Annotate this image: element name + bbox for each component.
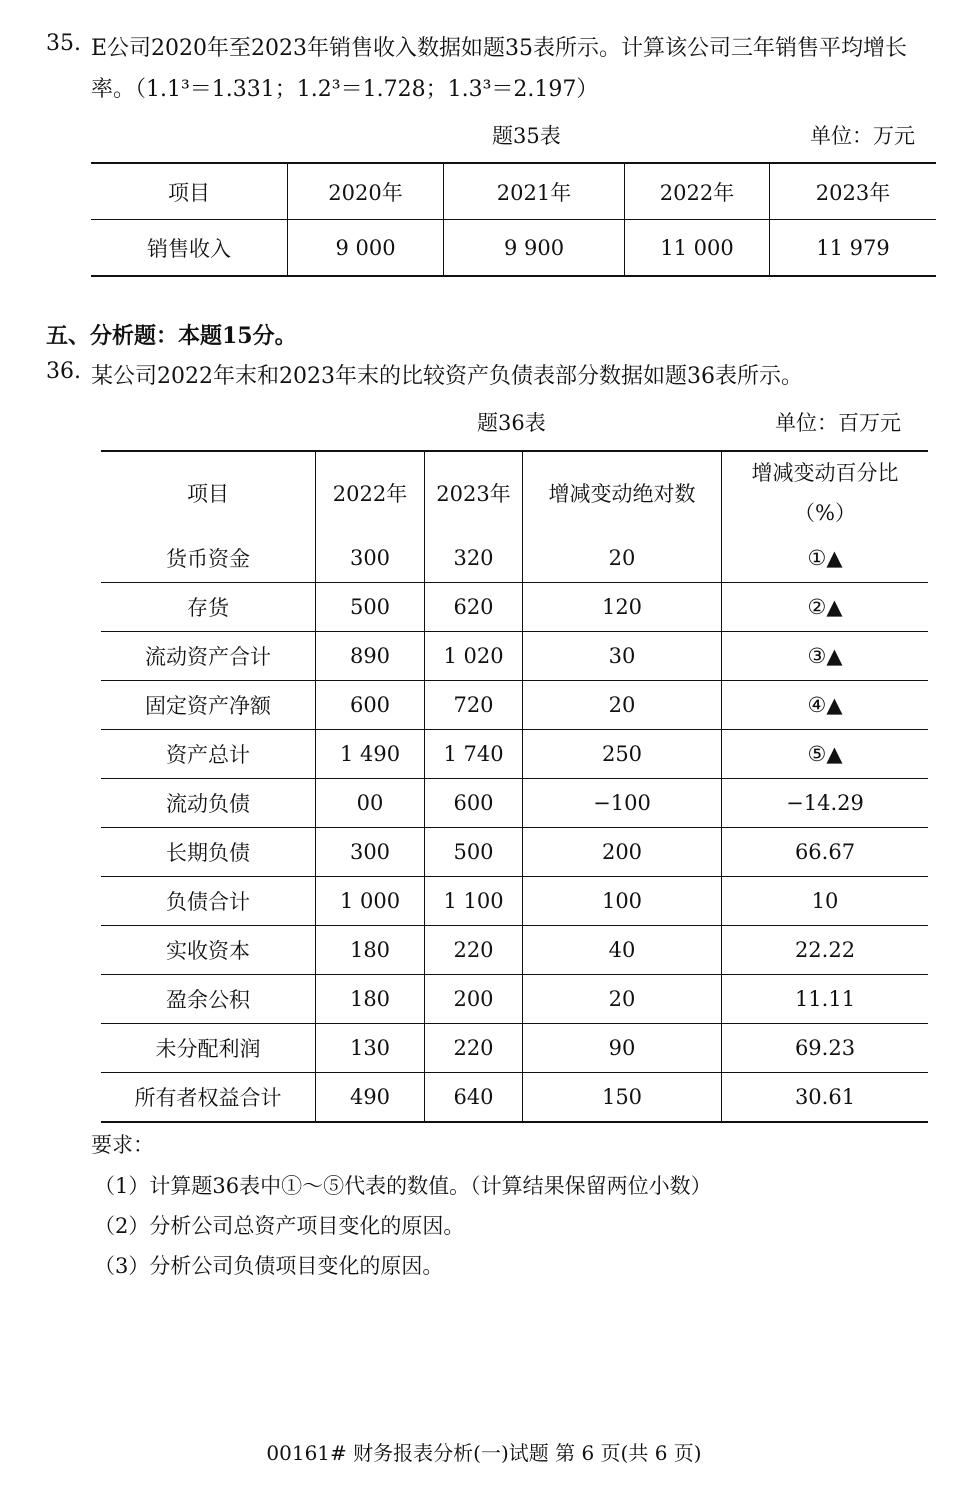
table-cell: 00 bbox=[316, 779, 425, 828]
table-row bbox=[101, 1073, 928, 1123]
table-cell: 负债合计 bbox=[101, 877, 316, 926]
section-title: 五、分析题：本题15分。 bbox=[46, 323, 297, 349]
table-header-row bbox=[101, 451, 928, 534]
table-cell: 20 bbox=[523, 681, 722, 730]
table-cell: 流动资产合计 bbox=[101, 632, 316, 681]
table-cell: 9 900 bbox=[444, 220, 625, 277]
table-cell: 30.61 bbox=[722, 1073, 929, 1123]
table-row bbox=[101, 1024, 928, 1073]
table-cell: 40 bbox=[523, 926, 722, 975]
table-cell: 22.22 bbox=[722, 926, 929, 975]
table-cell: 90 bbox=[523, 1024, 722, 1073]
header-text: 增减变动百分比 bbox=[751, 461, 899, 485]
table-cell: 货币资金 bbox=[101, 534, 316, 583]
table-cell: 180 bbox=[316, 926, 425, 975]
table-cell: ③▲ bbox=[722, 632, 929, 681]
table-row bbox=[91, 220, 936, 277]
table-cell: 固定资产净额 bbox=[101, 681, 316, 730]
table-cell: 盈余公积 bbox=[101, 975, 316, 1024]
header-cell: 2022年 bbox=[625, 163, 770, 220]
table-cell: 150 bbox=[523, 1073, 722, 1123]
table-cell: 1 100 bbox=[425, 877, 523, 926]
table-row bbox=[101, 730, 928, 779]
q36-text: 某公司2022年末和2023年末的比较资产负债表部分数据如题36表所示。 bbox=[91, 364, 803, 389]
table-cell: 1 000 bbox=[316, 877, 425, 926]
table-cell: 实收资本 bbox=[101, 926, 316, 975]
table-cell: −100 bbox=[523, 779, 722, 828]
q36-number: 36. bbox=[46, 359, 81, 384]
table-cell: 600 bbox=[316, 681, 425, 730]
table-row bbox=[101, 534, 928, 583]
table-cell: 66.67 bbox=[722, 828, 929, 877]
table-row bbox=[101, 975, 928, 1024]
header-cell: 2022年 bbox=[316, 451, 425, 534]
table-cell: 20 bbox=[523, 975, 722, 1024]
table-cell: 10 bbox=[722, 877, 929, 926]
table-cell: 100 bbox=[523, 877, 722, 926]
table-cell: 流动负债 bbox=[101, 779, 316, 828]
table-cell: 320 bbox=[425, 534, 523, 583]
table-cell: 720 bbox=[425, 681, 523, 730]
table-cell: 120 bbox=[523, 583, 722, 632]
t35-caption: 题35表 bbox=[492, 124, 561, 148]
table-cell: −14.29 bbox=[722, 779, 929, 828]
table-cell: ②▲ bbox=[722, 583, 929, 632]
header-cell: 2023年 bbox=[770, 163, 937, 220]
table-row bbox=[101, 779, 928, 828]
table-cell: 220 bbox=[425, 926, 523, 975]
header-cell: 项目 bbox=[91, 163, 288, 220]
table-cell: 1 490 bbox=[316, 730, 425, 779]
table-cell: 11 000 bbox=[625, 220, 770, 277]
table-cell: 长期负债 bbox=[101, 828, 316, 877]
table-cell: ④▲ bbox=[722, 681, 929, 730]
table-cell: 200 bbox=[523, 828, 722, 877]
table-cell: 250 bbox=[523, 730, 722, 779]
header-cell: 项目 bbox=[187, 482, 229, 506]
table-cell: 890 bbox=[316, 632, 425, 681]
table-cell: 资产总计 bbox=[101, 730, 316, 779]
requirement-item: （2）分析公司总资产项目变化的原因。 bbox=[94, 1214, 465, 1238]
table-cell: 30 bbox=[523, 632, 722, 681]
header-cell: 2021年 bbox=[444, 163, 625, 220]
table-cell: 200 bbox=[425, 975, 523, 1024]
table-cell: 620 bbox=[425, 583, 523, 632]
header-cell-percent bbox=[722, 451, 929, 534]
table-cell: 11 979 bbox=[770, 220, 937, 277]
t36-unit: 单位：百万元 bbox=[775, 411, 901, 435]
table-35 bbox=[91, 162, 936, 277]
requirement-item: （1）计算题36表中①～⑤代表的数值。（计算结果保留两位小数） bbox=[94, 1174, 712, 1198]
header-cell: 2020年 bbox=[288, 163, 444, 220]
table-cell: 未分配利润 bbox=[101, 1024, 316, 1073]
table-cell: ①▲ bbox=[722, 534, 929, 583]
table-row bbox=[101, 583, 928, 632]
requirements-title: 要求： bbox=[91, 1133, 154, 1157]
table-cell: 存货 bbox=[101, 583, 316, 632]
table-row bbox=[101, 632, 928, 681]
t36-caption: 题36表 bbox=[477, 411, 546, 435]
table-header-row bbox=[91, 163, 936, 220]
table-cell: 20 bbox=[523, 534, 722, 583]
q35-text-line1: E公司2020年至2023年销售收入数据如题35表所示。计算该公司三年销售平均增长 bbox=[91, 36, 908, 61]
table-cell: 1 740 bbox=[425, 730, 523, 779]
table-36 bbox=[101, 450, 928, 1123]
table-cell: ⑤▲ bbox=[722, 730, 929, 779]
table-cell: 1 020 bbox=[425, 632, 523, 681]
table-cell: 9 000 bbox=[288, 220, 444, 277]
table-cell: 600 bbox=[425, 779, 523, 828]
table-cell: 69.23 bbox=[722, 1024, 929, 1073]
table-cell: 11.11 bbox=[722, 975, 929, 1024]
table-cell: 500 bbox=[425, 828, 523, 877]
table-cell: 300 bbox=[316, 828, 425, 877]
requirement-item: （3）分析公司负债项目变化的原因。 bbox=[94, 1254, 444, 1278]
table-cell: 640 bbox=[425, 1073, 523, 1123]
table-cell: 所有者权益合计 bbox=[134, 1086, 282, 1110]
header-cell: 2023年 bbox=[425, 451, 523, 534]
table-cell: 销售收入 bbox=[147, 236, 231, 261]
q35-number: 35. bbox=[46, 31, 81, 56]
table-cell: 130 bbox=[316, 1024, 425, 1073]
t35-unit: 单位：万元 bbox=[810, 124, 915, 148]
table-row bbox=[101, 681, 928, 730]
header-cell: 增减变动绝对数 bbox=[523, 451, 722, 534]
table-cell: 490 bbox=[316, 1073, 425, 1123]
table-row bbox=[101, 828, 928, 877]
page-footer: 00161# 财务报表分析(一)试题 第 6 页(共 6 页) bbox=[266, 1441, 702, 1465]
table-cell: 500 bbox=[316, 583, 425, 632]
table-row bbox=[101, 926, 928, 975]
table-cell: 180 bbox=[316, 975, 425, 1024]
table-cell: 220 bbox=[425, 1024, 523, 1073]
table-cell: 300 bbox=[316, 534, 425, 583]
header-text: （%） bbox=[794, 501, 856, 525]
table-row bbox=[101, 877, 928, 926]
q35-text-line2: 率。（1.1³＝1.331；1.2³＝1.728；1.3³＝2.197） bbox=[91, 77, 599, 102]
